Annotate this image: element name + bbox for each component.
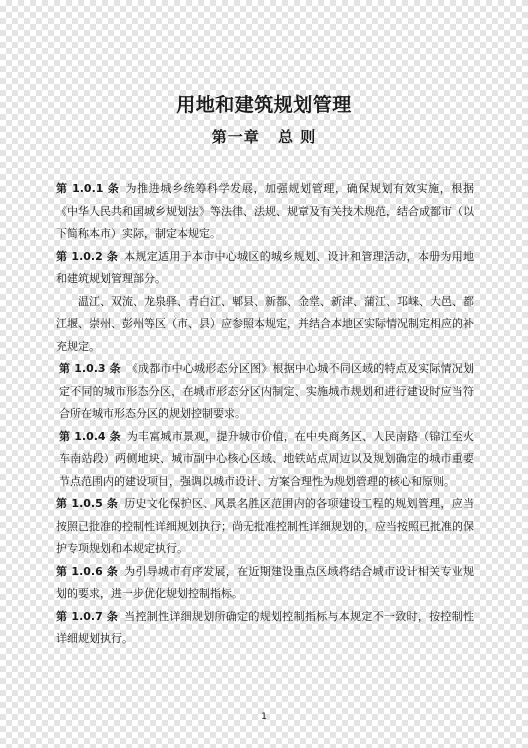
article-text: 历史文化保护区、风景名胜区范围内的各项建设工程的规划管理，应当按照已批准的控制性详细规划执行；尚无批准控制性详细规划的，应当按照已批准的保护专项规划和本规定执行。: [56, 497, 474, 555]
article-1-0-1: [56, 178, 474, 246]
article-1-0-7: [56, 606, 474, 651]
document-title: 用地和建筑规划管理: [176, 94, 352, 116]
article-number: 第 1.0.7 条: [56, 609, 119, 623]
article-number: 第 1.0.1 条: [56, 182, 120, 195]
article-text: 为引导城市有序发展，在近期建设重点区域将结合城市设计相关专业规划的要求，进一步优化规划控制指标。: [56, 564, 474, 600]
document-body: [56, 178, 474, 651]
article-1-0-2: [56, 246, 474, 291]
article-text: 为丰富城市景观，提升城市价值，在中央商务区、人民南路（锦江至火车南站段）两侧地块、城市副中心核心区域、地铁站点周边以及规划确定的城市重要节点范围内的建设项目，强调以城市设计、方案合理性为规划管理的核心和原则。: [59, 429, 475, 488]
article-1-0-6: [56, 561, 474, 606]
article-number: 第 1.0.4 条: [59, 429, 121, 443]
article-text: 为推进城乡统筹科学发展，加强规划管理，确保规划有效实施，根据《中华人民共和国城乡规划法》等法律、法规、规章及有关技术规范，结合成都市（以下简称本市）实际，制定本规定。: [56, 182, 474, 240]
article-text: 温江、双流、龙泉驿、青白江、郫县、新都、金堂、新津、蒲江、邛崃、大邑、都江堰、崇州、彭州等区（市、县）应参照本规定，并结合本地区实际情况制定相应的补充规定。: [56, 294, 474, 353]
chapter-heading: [0, 126, 528, 147]
article-1-0-4: [56, 426, 474, 494]
article-number: 第 1.0.5 条: [56, 497, 119, 510]
article-text: 当控制性详细规划所确定的规划控制指标与本规定不一致时，按控制性详细规划执行。: [56, 609, 474, 645]
article-text: 本规定适用于本市中心城区的城乡规划、设计和管理活动，本册为用地和建筑规划管理部分。: [56, 249, 474, 285]
article-1-0-2-supplement: [56, 291, 474, 359]
chapter-name: 总 则: [278, 128, 317, 146]
article-1-0-5: [56, 493, 474, 561]
article-number: 第 1.0.3 条: [59, 362, 121, 375]
article-number: 第 1.0.2 条: [56, 249, 119, 263]
chapter-label: 第一章: [211, 128, 260, 146]
article-1-0-3: [56, 358, 474, 426]
page-number: 1: [261, 712, 267, 722]
article-text: 《成都市中心城形态分区图》根据中心城不同区域的特点及实际情况划定不同的城市形态分区，在城市形态分区内制定、实施城市规划和进行建设时应当符合所在城市形态分区的规划控制要求。: [59, 362, 475, 420]
article-number: 第 1.0.6 条: [56, 564, 119, 578]
